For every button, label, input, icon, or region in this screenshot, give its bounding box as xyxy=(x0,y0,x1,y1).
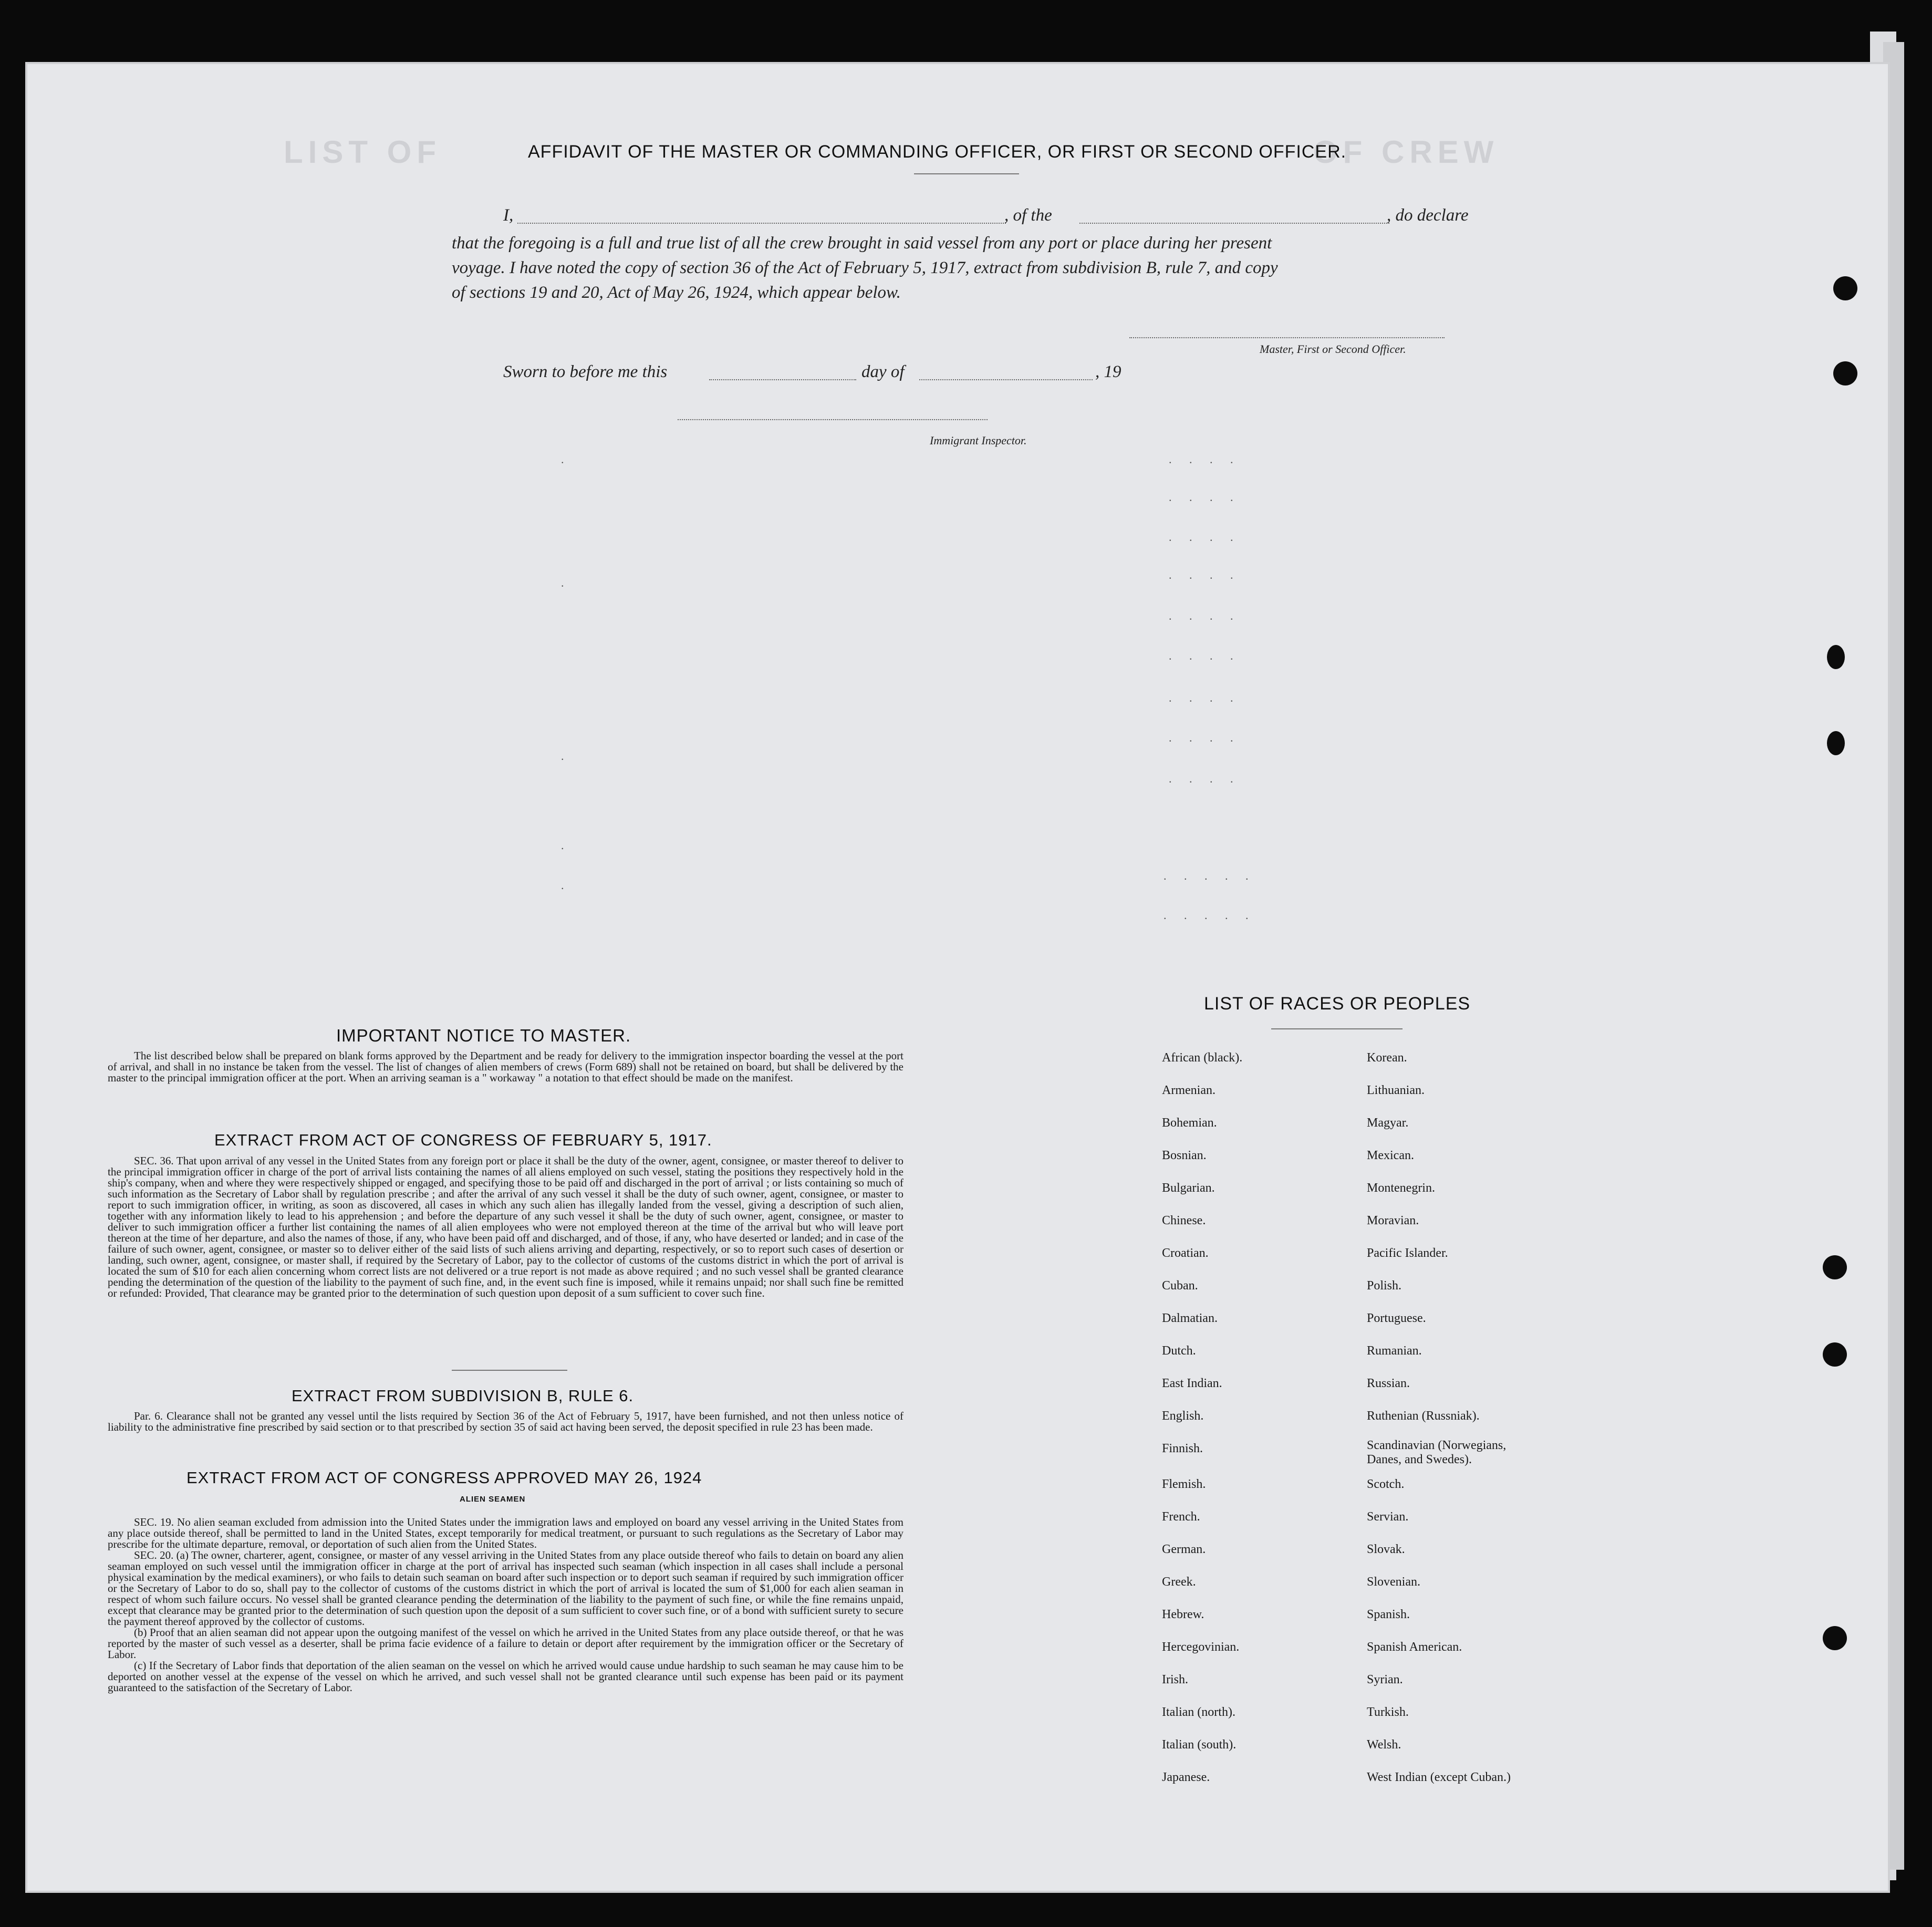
master-signature-label: Master, First or Second Officer. xyxy=(1260,342,1406,356)
race-item: East Indian. xyxy=(1162,1377,1222,1390)
race-item: Moravian. xyxy=(1367,1214,1419,1227)
declarant-name-field[interactable] xyxy=(517,223,1006,224)
race-item: Scandinavian (Norwegians, Danes, and Swedes). xyxy=(1367,1439,1507,1466)
race-item: Armenian. xyxy=(1162,1084,1216,1097)
race-item: Spanish American. xyxy=(1367,1640,1462,1654)
race-item: Lithuanian. xyxy=(1367,1084,1425,1097)
race-item: Magyar. xyxy=(1367,1116,1409,1130)
race-item: Pacific Islander. xyxy=(1367,1246,1448,1260)
race-item: Slovak. xyxy=(1367,1543,1405,1556)
sworn-month-field[interactable] xyxy=(919,379,1093,380)
declaration-line: voyage. I have noted the copy of section 36 of the Act of February 5, 1917, extract from subdivision B, rule 7, and copy xyxy=(452,258,1278,277)
race-item: Servian. xyxy=(1367,1510,1409,1524)
punch-hole xyxy=(1827,731,1845,755)
section-20a-paragraph: SEC. 20. (a) The owner, charterer, agent, consignee, or master of any vessel arriving in the United States from any place outside thereof who fails to detain on board any alien seaman employed on such vessel until the immigration officer in charge at the port of arrival has inspected such seaman (which inspection in all cases shall include a personal physical examination by the medical examiners), or who fails to detain such seaman on board after such inspection or to deport such seaman if required by such immigration officer or the Secretary of Labor to do so, shall pay to the collector of customs of the customs district in which the port of arrival is located the sum of $1,000 for each alien seaman in respect of whom such failure occurs. No vessel shall be granted clearance pending the determination of the liability to the payment of such fine, or while the fine remains unpaid, except that clearance may be granted prior to the determination of such question upon the deposit of a sum sufficient to cover such fine, or of a bond with sufficient surety to secure the payment thereof approved by the collector of customs. xyxy=(108,1549,903,1628)
race-item: English. xyxy=(1162,1409,1204,1423)
section-20b-paragraph: (b) Proof that an alien seaman did not appear upon the outgoing manifest of the vessel on which he arrived in the United States from any place outside thereof, or that he was reported by the master of such vessel as a deserter, shall be prima facie evidence of a failure to detain or deport after requirement by the immigration officer or the Secretary of Labor. xyxy=(108,1626,903,1661)
divider xyxy=(1271,1028,1403,1029)
inspector-label: Immigrant Inspector. xyxy=(930,434,1027,447)
punch-hole xyxy=(1823,1626,1847,1650)
extract-1917-text: SEC. 36. That upon arrival of any vessel in the United States from any foreign port or place it shall be the duty of the owner, agent, consignee, or master thereof to deliver to the principal immigration officer in charge of the port of arrival lists containing the names of all aliens employed on such vessel, stating the positions they respectively hold in the ship's company, when and where they were respectively shipped or engaged, and specifying those to be paid off and discharged in the port of arrival ; or lists containing so much of such information as the Secretary of Labor shall by regulation prescribe ; and after the arrival of any such vessel it shall be the duty of such owner, agent, consignee, or master to report to such immigration officer, in writing, as soon as discovered, all cases in which any such alien has illegally landed from the vessel, giving a description of such alien, together with any information likely to lead to his apprehension ; and before the departure of any such vessel it shall be the duty of such owner, agent, consignee, or master to deliver to such immigration officer a further list containing the names of all alien employees who were not employed thereon at the time of the arrival but who will leave port thereon at the time of her departure, and also the names of those, if any, who have been paid off and discharged, and of those, if any, who have deserted or landed; and in case of the failure of such owner, agent, consignee, or master so to deliver either of the said lists of such aliens arriving and departing, respectively, or so to report such cases of desertion or landing, such owner, agent, consignee, or master shall, if required by the Secretary of Labor, pay to the collector of customs of the customs district in which the port of arrival is located the sum of $10 for each alien concerning whom correct lists are not delivered or a true report is not made as above required ; and no such vessel shall be granted clearance pending the determination of the question of the liability to the payment of such fine, and, in the event such fine is imposed, while it remains unpaid; nor shall such fine be remitted or refunded: Provided, That clearance may be granted prior to the determination of such question upon deposit of a sum sufficient to cover such fine. xyxy=(108,1154,903,1299)
punch-hole xyxy=(1827,645,1845,669)
extract-1924-title: EXTRACT FROM ACT OF CONGRESS APPROVED MAY 26, 1924 xyxy=(186,1468,702,1487)
notice-text: The list described below shall be prepared on blank forms approved by the Department and be ready for delivery to the immigration inspector boarding the vessel at the port of arrival, and shall in no instance be taken from the vessel. The list of changes of alien members of crews (Form 689) shall not be retained on board, but shall be delivered by the master to the principal immigration officer at the port. When an arriving seaman is a " workaway " a notation to that effect should be made on the manifest. xyxy=(108,1049,903,1084)
races-title: LIST OF RACES OR PEOPLES xyxy=(1204,994,1471,1014)
extract-1924-text xyxy=(108,1517,903,1693)
extract-1917-title: EXTRACT FROM ACT OF CONGRESS OF FEBRUARY 5, 1917. xyxy=(214,1131,712,1149)
race-item: Irish. xyxy=(1162,1673,1188,1686)
race-item: Rumanian. xyxy=(1367,1344,1422,1358)
race-item: Turkish. xyxy=(1367,1705,1409,1719)
race-item: Portuguese. xyxy=(1367,1311,1426,1325)
extract-1924-subtitle: ALIEN SEAMEN xyxy=(460,1495,526,1504)
punch-hole xyxy=(1833,276,1857,300)
section-20c-paragraph: (c) If the Secretary of Labor finds that deportation of the alien seaman on the vessel on which he arrived would cause undue hardship to such seaman he may cause him to be deported on another vessel at the expense of the vessel on which he arrived, and such vessel shall not be granted clearance until such expense has been paid or its payment guaranteed to the satisfaction of the Secretary of Labor. xyxy=(108,1659,903,1694)
divider xyxy=(914,173,1019,174)
race-item: Polish. xyxy=(1367,1279,1402,1293)
declaration-line: that the foregoing is a full and true list of all the crew brought in said vessel from any port or place during her present xyxy=(452,234,1272,253)
declaration-line: of sections 19 and 20, Act of May 26, 1924, which appear below. xyxy=(452,283,901,302)
race-item: Croatian. xyxy=(1162,1246,1209,1260)
inspector-signature-field[interactable] xyxy=(678,419,988,420)
punch-hole xyxy=(1823,1255,1847,1279)
race-item: African (black). xyxy=(1162,1051,1243,1065)
vessel-label: , of the xyxy=(1004,206,1052,225)
notice-title: IMPORTANT NOTICE TO MASTER. xyxy=(336,1026,631,1045)
race-item: Hercegovinian. xyxy=(1162,1640,1240,1654)
affidavit-title: AFFIDAVIT OF THE MASTER OR COMMANDING OFFICER, OR FIRST OR SECOND OFFICER. xyxy=(528,142,1347,162)
race-item: Welsh. xyxy=(1367,1738,1401,1752)
day-of-label: day of xyxy=(861,362,905,381)
race-item: Flemish. xyxy=(1162,1477,1206,1491)
race-item: Mexican. xyxy=(1367,1149,1414,1162)
race-item: Italian (north). xyxy=(1162,1705,1235,1719)
race-item: Chinese. xyxy=(1162,1214,1206,1227)
race-item: Dutch. xyxy=(1162,1344,1196,1358)
race-item: Slovenian. xyxy=(1367,1575,1420,1589)
race-item: Hebrew. xyxy=(1162,1608,1204,1621)
race-item: German. xyxy=(1162,1543,1206,1556)
declaration-text xyxy=(452,231,1502,305)
race-item: French. xyxy=(1162,1510,1200,1524)
race-item: West Indian (except Cuban.) xyxy=(1367,1770,1511,1784)
race-item: Finnish. xyxy=(1162,1442,1203,1455)
year-label: , 19 xyxy=(1095,362,1121,381)
section-19-paragraph: SEC. 19. No alien seaman excluded from admission into the United States under the immigration laws and employed on board any vessel arriving in the United States from any place outside thereof, shall be permitted to land in the United States, except temporarily for medical treatment, or pursuant to such regulations as the Secretary of Labor may prescribe for the ultimate departure, removal, or deportation of such alien from the United States. xyxy=(108,1516,903,1550)
sworn-day-field[interactable] xyxy=(709,379,856,380)
race-item: Russian. xyxy=(1367,1377,1410,1390)
punch-hole xyxy=(1833,361,1857,386)
race-item: Spanish. xyxy=(1367,1608,1410,1621)
rule6-title: EXTRACT FROM SUBDIVISION B, RULE 6. xyxy=(292,1387,634,1405)
master-signature-field[interactable] xyxy=(1129,337,1445,338)
divider xyxy=(452,1370,567,1371)
punch-hole xyxy=(1823,1342,1847,1367)
race-item: Dalmatian. xyxy=(1162,1311,1218,1325)
race-item: Korean. xyxy=(1367,1051,1407,1065)
rule6-text: Par. 6. Clearance shall not be granted any vessel until the lists required by Section 36 of the Act of February 5, 1917, have been furnished, and not then unless notice of liability to the administrative fine prescribed by said section or to that prescribed by section 35 of said act having been served, the deposit specified in rule 23 has been made. xyxy=(108,1410,903,1433)
bleed-through-text: OF CREW xyxy=(1313,134,1499,170)
race-item: Scotch. xyxy=(1367,1477,1405,1491)
race-item: Japanese. xyxy=(1162,1770,1210,1784)
race-item: Bosnian. xyxy=(1162,1149,1207,1162)
declare-label: , do declare xyxy=(1387,206,1469,225)
vessel-name-field[interactable] xyxy=(1079,223,1389,224)
race-item: Ruthenian (Russniak). xyxy=(1367,1409,1480,1423)
race-item: Cuban. xyxy=(1162,1279,1198,1293)
race-item: Bulgarian. xyxy=(1162,1181,1215,1195)
race-item: Bohemian. xyxy=(1162,1116,1217,1130)
bleed-through-text: LIST OF xyxy=(284,134,441,170)
sworn-label: Sworn to before me this xyxy=(503,362,668,381)
race-item: Montenegrin. xyxy=(1367,1181,1435,1195)
declarant-label: I, xyxy=(503,206,514,225)
race-item: Syrian. xyxy=(1367,1673,1403,1686)
race-item: Italian (south). xyxy=(1162,1738,1237,1752)
race-item: Greek. xyxy=(1162,1575,1196,1589)
